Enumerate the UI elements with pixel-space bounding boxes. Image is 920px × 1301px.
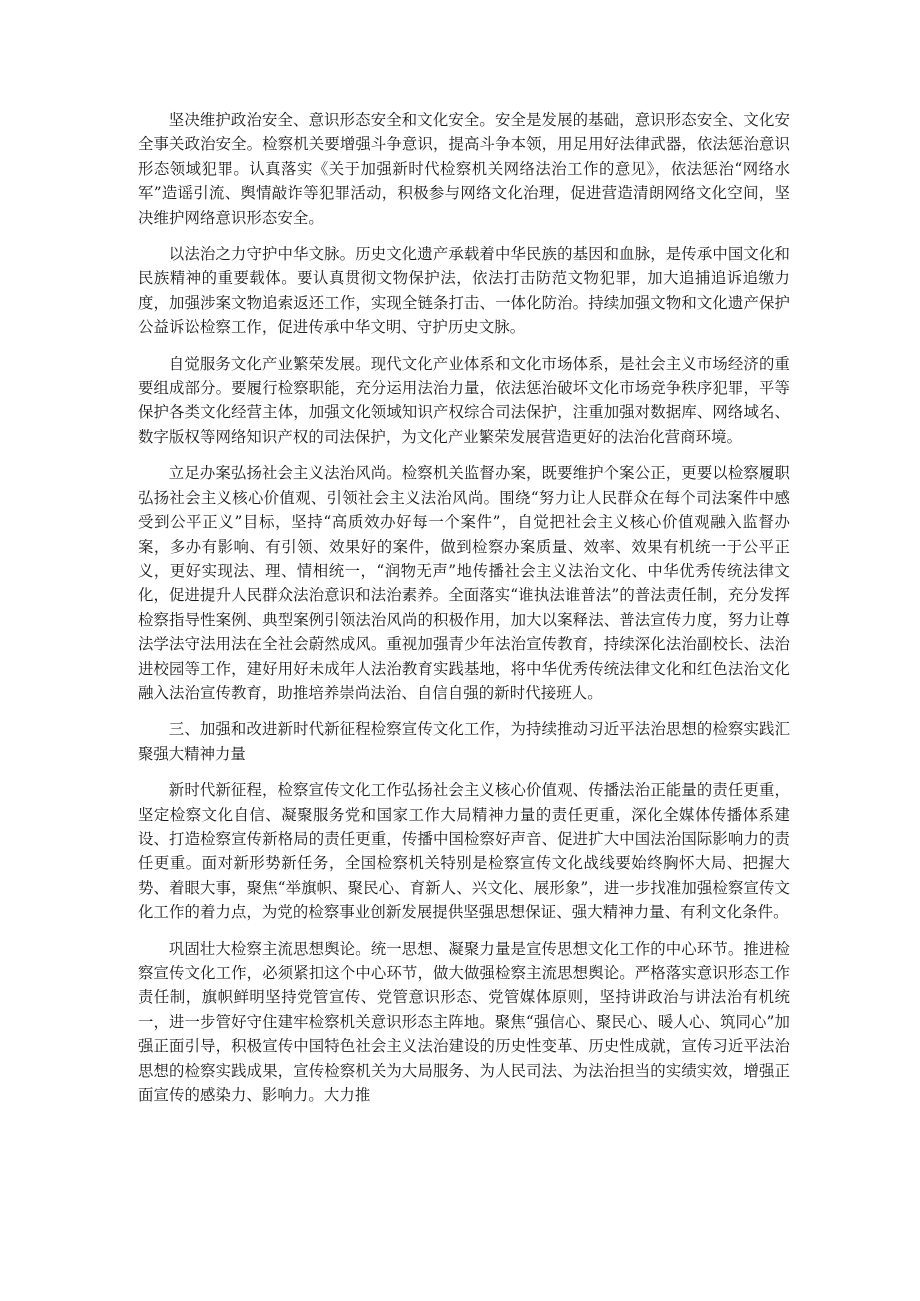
paragraph-political-security: 坚决维护政治安全、意识形态安全和文化安全。安全是发展的基础，意识形态安全、文化安全事关政治安全。检察机关要增强斗争意识，提高斗争本领，用足用好法律武器，依法惩治意识形态领域犯罪。认真落实《关于加强新时代检察机关网络法治工作的意见》，依法惩治“网络水军”造谣引流、舆情敲诈等犯罪活动，积极参与网络文化治理，促进营造清朗网络文化空间，坚决维护网络意识形态安全。 xyxy=(138,111,790,227)
paragraph-cultural-industry: 自觉服务文化产业繁荣发展。现代文化产业体系和文化市场体系，是社会主义市场经济的重要组成部分。要履行检察职能，充分运用法治力量，依法惩治破坏文化市场竞争秩序犯罪，平等保护各类文化经营主体，加强文化领域知识产权综合司法保护，注重加强对数据库、网络域名、数字版权等网络知识产权的司法保护，为文化产业繁荣发展营造更好的法治化营商环境。 xyxy=(138,354,790,446)
paragraph-new-era: 新时代新征程，检察宣传文化工作弘扬社会主义核心价值观、传播法治正能量的责任更重，坚定检察文化自信、凝聚服务党和国家工作大局精神力量的责任更重，深化全媒体传播体系建设、打造检察宣传新格局的责任更重，传播中国检察好声音、促进扩大中国法治国际影响力的责任更重。面对新形势新任务，全国检察机关特别是检察宣传文化战线要始终胸怀大局、把握大势、着眼大事，聚焦“举旗帜、聚民心、育新人、兴文化、展形象”，进一步找准加强检察宣传文化工作的着力点，为党的检察事业创新发展提供坚强思想保证、强大精神力量、有利文化条件。 xyxy=(138,781,790,922)
paragraph-cultural-heritage: 以法治之力守护中华文脉。历史文化遗产承载着中华民族的基因和血脉，是传承中国文化和民族精神的重要载体。要认真贯彻文物保护法，依法打击防范文物犯罪，加大追捕追诉追缴力度，加强涉案文物追索返还工作，实现全链条打击、一体化防治。持续加强文物和文化遗产保护公益诉讼检察工作，促进传承中华文明、守护历史文脉。 xyxy=(138,245,790,337)
paragraph-mainstream-opinion: 巩固壮大检察主流思想舆论。统一思想、凝聚力量是宣传思想文化工作的中心环节。推进检察宣传文化工作，必须紧扣这个中心环节，做大做强检察主流思想舆论。严格落实意识形态工作责任制，旗帜鲜明坚持党管宣传、党管意识形态、党管媒体原则，坚持讲政治与讲法治有机统一，进一步管好守住建牢检察机关意识形态主阵地。聚焦“强信心、聚民心、暖人心、筑同心”加强正面引导，积极宣传中国特色社会主义法治建设的历史性变革、历史性成就，宣传习近平法治思想的检察实践成果，宣传检察机关为大局服务、为人民司法、为法治担当的实绩实效，增强正面宣传的感染力、影响力。大力推 xyxy=(138,939,790,1105)
section-heading: 三、加强和改进新时代新征程检察宣传文化工作，为持续推动习近平法治思想的检察实践汇聚强大精神力量 xyxy=(138,720,790,763)
paragraph-rule-of-law-culture: 立足办案弘扬社会主义法治风尚。检察机关监督办案，既要维护个案公正，更要以检察履职弘扬社会主义核心价值观、引领社会主义法治风尚。围绕“努力让人民群众在每个司法案件中感受到公平正义”目标，坚持“高质效办好每一个案件”，自觉把社会主义核心价值观融入监督办案，多办有影响、有引领、效果好的案件，做到检察办案质量、效率、效果有机统一于公平正义，更好实现法、理、情相统一，“润物无声”地传播社会主义法治文化、中华优秀传统法律文化，促进提升人民群众法治意识和法治素养。全面落实“谁执法谁普法”的普法责任制，充分发挥检察指导性案例、典型案例引领法治风尚的积极作用，加大以案释法、普法宣传力度，努力让尊法学法守法用法在全社会蔚然成风。重视加强青少年法治宣传教育，持续深化法治副校长、法治进校园等工作，建好用好未成年人法治教育实践基地，将中华优秀传统法律文化和红色法治文化融入法治宣传教育，助推培养崇尚法治、自信自强的新时代接班人。 xyxy=(138,464,790,702)
document-body xyxy=(138,108,790,1119)
